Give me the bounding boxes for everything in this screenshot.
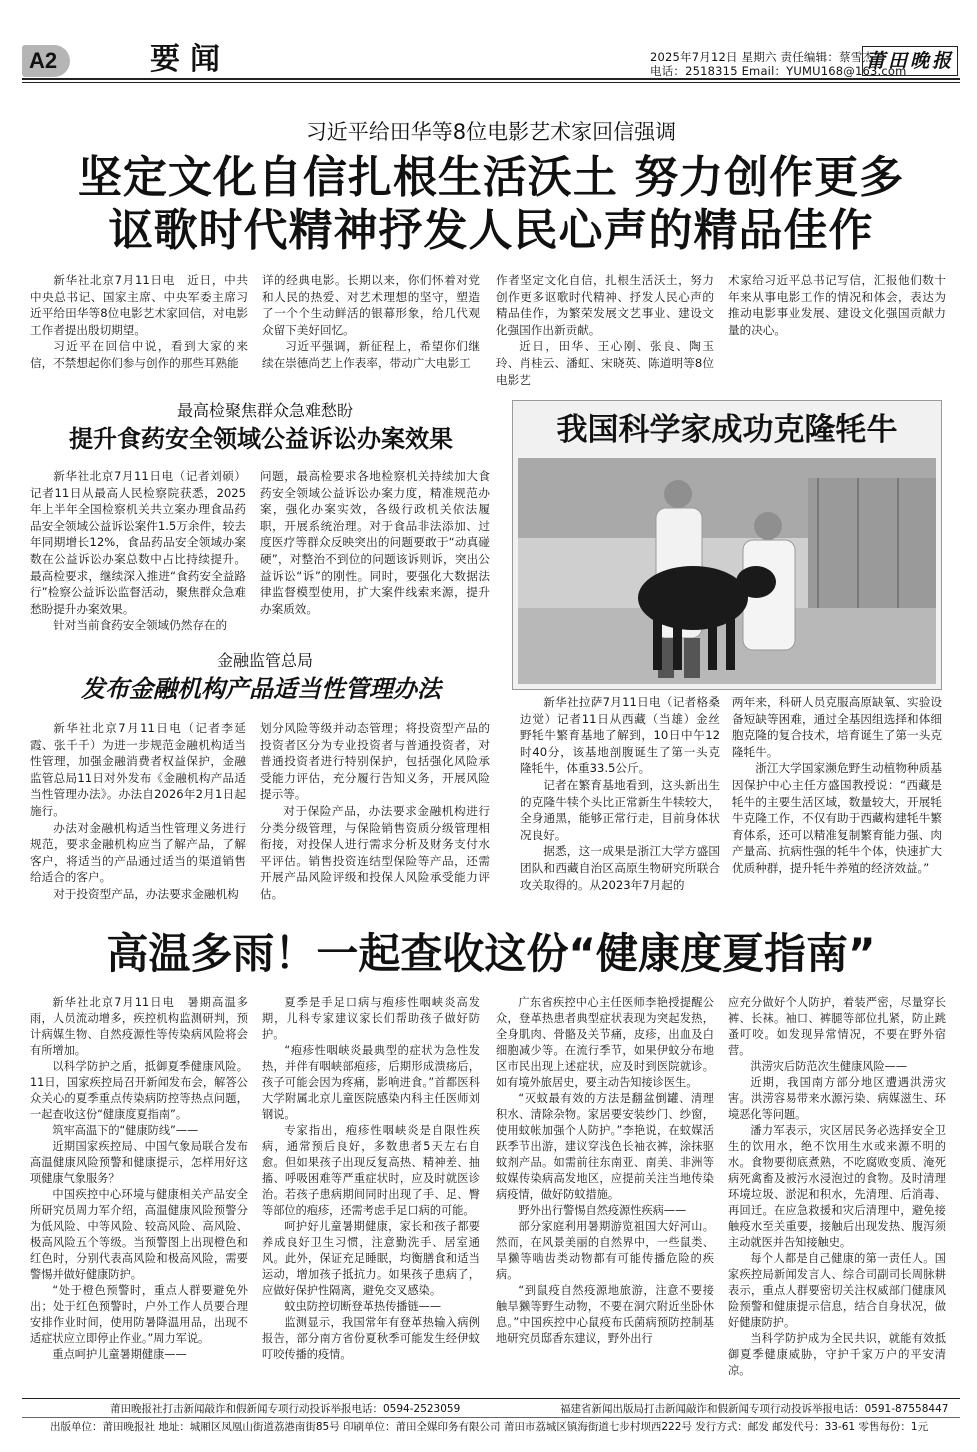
summer-subhead: 蚊虫防控切断登革热传播链—— <box>284 1300 442 1313</box>
finance-paragraph: 对于保险产品，办法要求金融机构进行分类分级管理，与保险销售资质分级管理相衔接，对投保人进行需求分析及财务支付水平评估。销售投资连结型保险等产品，还需开展产品风险评级和投保人风险承受能力评估。 <box>260 803 490 901</box>
summer-paragraph: “到鼠疫自然疫源地旅游，注意不要接触旱獭等野生动物，不要在洞穴附近坐卧休息。”中国疾控中心鼠疫布氏菌病预防控制基地研究员邸香东建议，野外出行 <box>496 1284 714 1345</box>
summer-paragraph: 监测显示，我国常年有登革热输入病例报告，部分南方省份夏秋季可能发生经伊蚊叮咬传播的疫情。 <box>262 1316 480 1361</box>
lead-paragraph: 习近平强调，新征程上，希望你们继续在崇德尚艺上作表率，带动广大电影工 <box>262 339 480 370</box>
summer-subhead: 野外出行警惕自然疫源性疾病—— <box>518 1204 687 1217</box>
lead-column-3 <box>496 272 714 388</box>
yak-paragraph: 记者在繁育基地看到，这头新出生的克隆牛犊个头比正常新生牛犊较大，全身通黑，能够正常行走，目前身体状况良好。 <box>520 777 720 842</box>
summer-paragraph: 部分家庭利用暑期游览祖国大好河山。然而，在风景美丽的自然界中，一些鼠类、旱獭等啮齿类动物都有可能传播危险的疾病。 <box>496 1220 714 1281</box>
summer-subhead: 筑牢高温下的“健康防线”—— <box>52 1124 199 1137</box>
finance-paragraph: 办法对金融机构适当性管理义务进行规范，要求金融机构应当了解产品，了解客户，将适当的产品通过适当的渠道销售给适合的客户。 <box>30 820 246 885</box>
lead-paragraph: 详的经典电影。长期以来，你们怀着对党和人民的热爱、对艺术理想的坚守，塑造了一个个生动鲜活的银幕形象，给几代观众留下美好回忆。 <box>262 273 480 337</box>
lead-headline-line2: 讴歌时代精神抒发人民心声的精品佳作 <box>108 205 874 256</box>
procuratorate-paragraph: 针对当前食药安全领域仍然存在的 <box>53 618 228 633</box>
yak-photo <box>518 458 936 684</box>
lead-paragraph: 习近平在回信中说，看到大家的来信，不禁想起你们参与创作的那些耳熟能 <box>30 339 248 370</box>
lead-column-4 <box>728 272 946 338</box>
lead-paragraph: 作者坚定文化自信，扎根生活沃土，努力创作更多讴歌时代精神、抒发人民心声的精品佳作，为繁荣发展文艺事业、建设文化强国作出新贡献。 <box>496 273 714 337</box>
procuratorate-paragraph: 新华社北京7月11日电（记者刘硕）记者11日从最高人民检察院获悉，2025年上半年全国检察机关共立案办理食品药品安全领域公益诉讼案件1.5万余件，较去年同期增长12%，食品药品安全领域办案数在公益诉讼办案总数中占比持续提升。最高检要求，继续深入推进“食药安全益路行”检察公益诉讼监督活动，聚焦群众急难愁盼提升办案效果。 <box>30 469 246 616</box>
summer-paragraph: 应充分做好个人防护，着装严密，尽量穿长裤、长袜。袖口、裤腿等部位扎紧，防止跳蚤叮咬。如发现异常情况，不要在野外宿营。 <box>728 996 946 1057</box>
header-date-editor: 2025年7月12日 星期六 责任编辑：蔡雪杰 <box>650 50 875 64</box>
summer-paragraph: 广东省疾控中心主任医师李艳授提醒公众，登革热患者典型症状表现为突起发热，全身肌肉、骨骼及关节痛，皮疹，出血及白细胞减少等。在流行季节，如果伊蚊分布地区市民出现上述症状，应及时到医院就诊。如有境外旅居史，要主动告知接诊医生。 <box>496 996 714 1089</box>
summer-paragraph: 专家指出，疱疹性咽峡炎是自限性疾病，通常预后良好，多数患者5天左右自愈。但如果孩子出现反复高热、精神差、抽搐、呼吸困难等严重症状时，应及时就医诊治。若孩子患病期间同时出现了手、足、臀等部位的疱疹，还需考虑手足口病的可能。 <box>262 1124 480 1217</box>
footer-rule-thin <box>22 1417 960 1418</box>
header-rule <box>22 78 960 80</box>
lead-column-2 <box>262 272 480 372</box>
yak-headline: 我国科学家成功克隆牦牛 <box>556 412 898 448</box>
summer-paragraph: 近期，我国南方部分地区遭遇洪涝灾害。洪涝容易带来水源污染、病媒滋生、环境恶化等问题。 <box>728 1076 946 1121</box>
footer-publisher-info: 出版单位：莆田晚报社 地址：城厢区凤凰山街道荔港南街85号 印刷单位：莆田全媒印务有限公司 莆田市荔城区镇海街道七步村坝西222号 发行方式：邮发 邮发代号：33-61 零售每份：1元 <box>50 1421 929 1433</box>
lead-column-1 <box>30 272 248 372</box>
footer-hotline-local: 莆田晚报社打击新闻敲诈和假新闻专项行动投诉举报电话：0594-2523059 <box>110 1403 461 1415</box>
procuratorate-column-2 <box>260 468 490 617</box>
summer-paragraph: “处于橙色预警时，重点人群要避免外出；处于红色预警时，户外工作人员要合理安排作业时间，使用防暑降温用品，出现不适症状应立即停止作业。”周力军说。 <box>30 1284 248 1345</box>
summer-column-3 <box>496 995 714 1347</box>
finance-paragraph: 对于投资型产品，办法要求金融机构 <box>53 886 239 901</box>
finance-kicker: 金融监管总局 <box>216 651 313 670</box>
header-contact: 电话：2518315 Email：YUMU168@163.com <box>650 64 907 78</box>
yak-paragraph: 浙江大学国家濒危野生动植物种质基因保护中心主任方盛国教授说：“西藏是牦牛的主要生活区域，数量较大，开展牦牛克隆工作，不仅有助于西藏构建牦牛繁育体系，还可以精准复制繁育能力强、肉产量高、抗病性强的牦牛个体，快速扩大优质种群，提升牦牛养殖的经济效益。” <box>732 761 942 875</box>
summer-paragraph: 潘力军表示，灾区居民务必选择安全卫生的饮用水，绝不饮用生水或来源不明的水。食物要彻底煮熟，不吃腐败变质、淹死病死禽畜及被污水浸泡过的食物。及时清理环境垃圾、淤泥和积水，先清理、后消毒、再回迁。在应急救援和灾后清理中，避免接触疫水至关重要，接触后出现发热、腹泻须主动就医并告知接触史。 <box>728 1124 946 1249</box>
summer-paragraph: “疱疹性咽峡炎最典型的症状为急性发热，并伴有咽峡部疱疹，后期形成溃疡后，孩子可能会因为疼痛，影响进食。”首都医科大学附属北京儿童医院感染内科主任医师刘钢说。 <box>262 1044 480 1121</box>
lead-headline-line1: 坚定文化自信扎根生活沃土 努力创作更多 <box>77 152 905 203</box>
summer-paragraph: 夏季是手足口病与疱疹性咽峡炎高发期，儿科专家建议家长们帮助孩子做好防护。 <box>262 996 480 1041</box>
procuratorate-kicker: 最高检聚焦群众急难愁盼 <box>176 401 353 420</box>
summer-paragraph: 新华社北京7月11日电 暑期高温多雨，人员流动增多，疾控机构监测研判，预计病媒生物、自然疫源性等传染病风险将会有所增加。 <box>30 996 248 1057</box>
header-rule-thin <box>22 82 960 83</box>
yak-photo-illustration <box>518 458 936 684</box>
lead-paragraph: 近日，田华、王心刚、张良、陶玉玲、肖桂云、潘虹、宋晓英、陈道明等8位电影艺 <box>496 339 714 387</box>
procuratorate-headline: 提升食药安全领域公益诉讼办案效果 <box>69 425 453 453</box>
lead-kicker: 习近平给田华等8位电影艺术家回信强调 <box>305 120 677 144</box>
procuratorate-paragraph: 问题，最高检要求各地检察机关持续加大食药安全领域公益诉讼办案力度，精准规范办案，强化办案实效，各级行政机关依法履职，开展系统治理。对于食品非法添加、过度医疗等群众反映突出的问题要敢于“动真碰硬”，对整治不到位的问题该诉则诉，突出公益诉讼“诉”的刚性。同时，要强化大数据法律监督模型使用，扩大案件线索来源，提升办案质效。 <box>260 469 490 616</box>
summer-paragraph: 中国疾控中心环境与健康相关产品安全所研究员周力军介绍，高温健康风险预警分为低风险、中等风险、较高风险、高风险、极高风险五个等级。当预警图上出现橙色和红色时，分别代表高风险和极高风险，需要警惕并做好健康防护。 <box>30 1188 248 1281</box>
footer-hotline-province: 福建省新闻出版局打击新闻敲诈和假新闻专项行动投诉举报电话：0591-87558447 <box>560 1403 949 1415</box>
finance-column-1 <box>30 720 246 903</box>
summer-column-1 <box>30 995 248 1363</box>
finance-paragraph: 划分风险等级并动态管理；将投资型产品的投资者区分为专业投资者与普通投资者，对普通投资者进行特别保护，包括强化风险承受能力评估，充分履行告知义务，开展风险提示等。 <box>260 721 490 802</box>
finance-headline: 发布金融机构产品适当性管理办法 <box>81 675 441 703</box>
page-number-badge: A2 <box>22 45 70 77</box>
summer-paragraph: 当科学防护成为全民共识，就能有效抵御夏季健康威胁，守护千家万户的平安清凉。 <box>728 1332 946 1377</box>
summer-paragraph: 近期国家疾控局、中国气象局联合发布高温健康风险预警和健康提示，怎样用好这项健康气象服务？ <box>30 1140 248 1185</box>
summer-paragraph: “灭蚊最有效的方法是翻盆倒罐、清理积水、清除杂物。家居要安装纱门、纱窗，使用蚊帐加强个人防护。”李艳说，在蚊媒活跃季节出游，建议穿浅色长袖衣裤，涂抹驱蚊剂产品。如需前往东南亚、南美、非洲等蚊媒传染病高发地区，应提前关注当地传染病疫情，做好防蚊措施。 <box>496 1092 714 1201</box>
summer-paragraph: 呵护好儿童暑期健康，家长和孩子都要养成良好卫生习惯，注意勤洗手、居室通风。此外，保证充足睡眠，均衡膳食和适当运动，增加孩子抵抗力。如果孩子患病了，应做好保护性隔离，避免交叉感染。 <box>262 1220 480 1297</box>
lead-paragraph: 新华社北京7月11日电 近日，中共中央总书记、国家主席、中央军委主席习近平给田华等8位电影艺术家回信，对电影工作者提出殷切期望。 <box>30 273 248 337</box>
yak-column-2 <box>732 694 942 877</box>
footer-rule <box>22 1398 960 1399</box>
summer-headline: 高温多雨！一起查收这份“健康度夏指南” <box>106 929 876 978</box>
yak-paragraph: 据悉，这一成果是浙江大学方盛国团队和西藏自治区高原生物研究所联合攻关取得的。从2023年7月起的 <box>520 844 720 892</box>
lead-paragraph: 术家给习近平总书记写信，汇报他们数十年来从事电影工作的情况和体会，表达为推动电影事业发展、建设文化强国贡献力量的决心。 <box>728 273 946 337</box>
masthead-logo: 莆田晚报 <box>862 46 958 76</box>
yak-paragraph: 两年来，科研人员克服高原缺氧、实验设备短缺等困难，通过全基因组选择和体细胞克隆的复合技术，培育诞生了第一头克隆牦牛。 <box>732 695 942 759</box>
procuratorate-column-1 <box>30 468 246 634</box>
summer-column-2 <box>262 995 480 1363</box>
summer-column-4 <box>728 995 946 1379</box>
finance-column-2 <box>260 720 490 903</box>
finance-paragraph: 新华社北京7月11日电（记者李延霞、张千千）为进一步规范金融机构适当性管理，加强金融消费者权益保护，金融监管总局11日对外发布《金融机构产品适当性管理办法》。办法自2026年2月1日起施行。 <box>30 721 246 818</box>
yak-column-1 <box>520 694 720 893</box>
yak-paragraph: 新华社拉萨7月11日电（记者格桑边觉）记者11日从西藏（当雄）金丝野牦牛繁育基地了解到，10日中午12时40分，该基地剖腹诞生了第一头克隆牦牛，体重33.5公斤。 <box>520 695 720 776</box>
summer-subhead: 重点呵护儿童暑期健康—— <box>52 1348 187 1361</box>
summer-paragraph: 每个人都是自己健康的第一责任人。国家疾控局新闻发言人、综合司副司长周脉耕表示，重点人群要密切关注权威部门健康风险预警和健康提示信息，结合自身状况，做好健康防护。 <box>728 1252 946 1329</box>
section-title: 要闻 <box>150 42 230 77</box>
summer-subhead: 洪涝灾后防范次生健康风险—— <box>750 1060 908 1073</box>
summer-paragraph: 以科学防护之盾，抵御夏季健康风险。11日，国家疾控局召开新闻发布会，解答公众关心的夏季重点传染病防控等热点问题，一起查收这份“健康度夏指南”。 <box>30 1060 248 1121</box>
